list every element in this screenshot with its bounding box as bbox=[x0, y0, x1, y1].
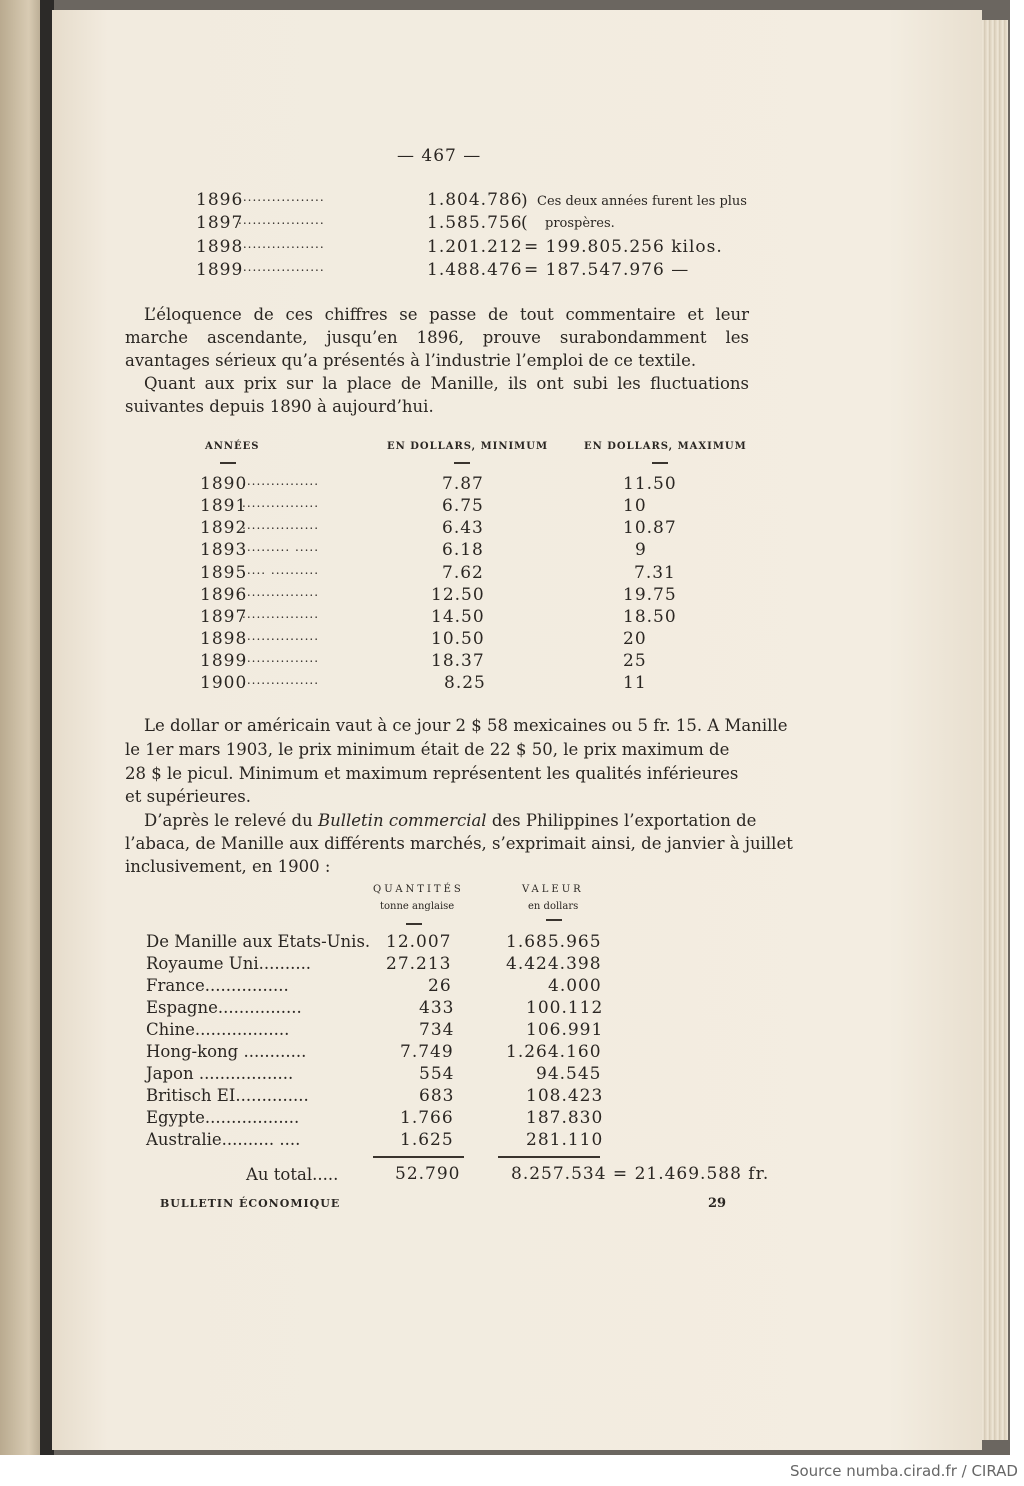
production-value: 1.201.212 bbox=[427, 237, 523, 257]
export-quantity: 1.766 bbox=[400, 1108, 454, 1128]
production-value: 1.804.786 bbox=[427, 190, 523, 210]
price-min: 12.50 bbox=[431, 585, 485, 605]
leader-dots: .................. bbox=[238, 213, 325, 227]
price-max: 10 bbox=[623, 496, 647, 516]
production-note: prospères. bbox=[545, 216, 615, 231]
paragraph-line: et supérieures. bbox=[125, 787, 251, 806]
price-max: 7.31 bbox=[634, 563, 676, 583]
brace-close: ( bbox=[521, 213, 529, 233]
header-dash bbox=[406, 923, 422, 925]
export-quantity: 27.213 bbox=[386, 954, 452, 974]
leader-dots: .................. bbox=[238, 237, 325, 251]
export-quantity: 433 bbox=[419, 998, 455, 1018]
price-min: 8.25 bbox=[444, 673, 486, 693]
price-min: 14.50 bbox=[431, 607, 485, 627]
header-dash bbox=[454, 462, 470, 464]
column-header-value: VALEUR bbox=[522, 884, 584, 895]
price-year: 1892 bbox=[200, 518, 248, 538]
total-rule bbox=[373, 1156, 464, 1158]
leader-dots: ................ bbox=[242, 585, 320, 599]
export-value: 4.424.398 bbox=[506, 954, 602, 974]
price-year: 1898 bbox=[200, 629, 248, 649]
leader-dots: ................ bbox=[242, 496, 320, 510]
leader-dots: .................. bbox=[238, 260, 325, 274]
column-subheader-quantities: tonne anglaise bbox=[380, 901, 455, 912]
leader-dots: ................ bbox=[242, 474, 320, 488]
export-value: 94.545 bbox=[536, 1064, 602, 1084]
production-value: 1.488.476 bbox=[427, 260, 523, 280]
price-max: 25 bbox=[623, 651, 647, 671]
total-value: 8.257.534 = 21.469.588 fr. bbox=[511, 1164, 770, 1184]
export-destination: Hong-kong ............ bbox=[146, 1042, 307, 1061]
price-max: 10.87 bbox=[623, 518, 677, 538]
export-destination: Japon .................. bbox=[146, 1064, 294, 1083]
price-min: 18.37 bbox=[431, 651, 485, 671]
total-label: Au total..... bbox=[246, 1165, 339, 1184]
column-header-quantities: QUANTITÉS bbox=[373, 884, 464, 895]
price-max: 20 bbox=[623, 629, 647, 649]
production-value: 1.585.756 bbox=[427, 213, 523, 233]
price-max: 11 bbox=[623, 673, 647, 693]
paragraph-prices-intro: Quant aux prix sur la place de Manille, ils ont subi les fluctuations suivantes depuis 1890 à aujourd’hui. bbox=[125, 374, 749, 416]
column-header-maximum: EN DOLLARS, MAXIMUM bbox=[584, 441, 747, 452]
paragraph-line: Le dollar or américain vaut à ce jour 2 $ 58 mexicaines ou 5 fr. 15. A Manille bbox=[144, 716, 788, 735]
export-quantity: 734 bbox=[419, 1020, 455, 1040]
footer-sheet-number: 29 bbox=[708, 1196, 727, 1211]
export-quantity: 554 bbox=[419, 1064, 455, 1084]
price-year: 1890 bbox=[200, 474, 248, 494]
price-max: 9 bbox=[635, 540, 647, 560]
brace-open: ) bbox=[521, 191, 529, 211]
leader-dots: ................ bbox=[242, 673, 320, 687]
price-min: 7.62 bbox=[442, 563, 484, 583]
header-dash bbox=[546, 919, 562, 921]
export-value: 108.423 bbox=[526, 1086, 604, 1106]
export-destination: Chine.................. bbox=[146, 1020, 290, 1039]
production-note: Ces deux années furent les plus bbox=[537, 194, 747, 209]
export-quantity: 7.749 bbox=[400, 1042, 454, 1062]
paragraph-eloquence: L’éloquence de ces chiffres se passe de tout commentaire et leur marche ascendante, jusqu’en 1896, prouve surabondamment les avantages sérieux qu’a présentés à l’industrie l’emploi de ce textile. bbox=[125, 305, 749, 370]
column-header-minimum: EN DOLLARS, MINIMUM bbox=[387, 441, 549, 452]
price-year: 1899 bbox=[200, 651, 248, 671]
price-max: 11.50 bbox=[623, 474, 677, 494]
leader-dots: ................ bbox=[242, 629, 320, 643]
price-min: 6.75 bbox=[442, 496, 484, 516]
production-year: 1898 bbox=[196, 237, 244, 257]
export-quantity: 26 bbox=[428, 976, 452, 996]
column-subheader-value: en dollars bbox=[528, 901, 579, 912]
paragraph-line: l’abaca, de Manille aux différents marchés, s’exprimait ainsi, de janvier à juillet bbox=[125, 834, 793, 853]
leader-dots: .......... ..... bbox=[242, 540, 320, 554]
export-destination: Royaume Uni.......... bbox=[146, 954, 312, 973]
source-credit: Source numba.cirad.fr / CIRAD bbox=[789, 1462, 1018, 1480]
price-min: 6.18 bbox=[442, 540, 484, 560]
export-value: 106.991 bbox=[526, 1020, 604, 1040]
export-value: 1.264.160 bbox=[506, 1042, 602, 1062]
price-max: 18.50 bbox=[623, 607, 677, 627]
production-year: 1896 bbox=[196, 190, 244, 210]
export-destination: Egypte.................. bbox=[146, 1108, 300, 1127]
price-year: 1897 bbox=[200, 607, 248, 627]
leader-dots: ................ bbox=[242, 607, 320, 621]
production-equivalent: = 199.805.256 kilos. bbox=[524, 237, 723, 257]
paragraph-line bbox=[144, 811, 756, 830]
production-year: 1899 bbox=[196, 260, 244, 280]
header-dash bbox=[652, 462, 668, 464]
column-header-years: ANNÉES bbox=[205, 441, 260, 452]
price-min: 7.87 bbox=[442, 474, 484, 494]
paragraph-text: des Philippines l’exportation de bbox=[486, 811, 757, 830]
leader-dots: .................. bbox=[238, 190, 325, 204]
bulletin-title: Bulletin commercial bbox=[317, 811, 487, 830]
price-year: 1893 bbox=[200, 540, 248, 560]
paragraph-line: inclusivement, en 1900 : bbox=[125, 857, 331, 876]
page-number: — 467 — bbox=[397, 146, 482, 166]
export-quantity: 1.625 bbox=[400, 1130, 454, 1150]
price-year: 1900 bbox=[200, 673, 248, 693]
price-year: 1896 bbox=[200, 585, 248, 605]
export-destination: Britisch EI.............. bbox=[146, 1086, 309, 1105]
export-destination: Espagne................ bbox=[146, 998, 302, 1017]
total-quantity: 52.790 bbox=[395, 1164, 461, 1184]
paragraph-line: le 1er mars 1903, le prix minimum était de 22 $ 50, le prix maximum de bbox=[125, 740, 730, 759]
price-year: 1895 bbox=[200, 563, 248, 583]
leader-dots: ................ bbox=[242, 651, 320, 665]
export-destination: Australie.......... .... bbox=[146, 1130, 301, 1149]
export-value: 100.112 bbox=[526, 998, 604, 1018]
export-quantity: 12.007 bbox=[386, 932, 452, 952]
footer-bulletin-title: BULLETIN ÉCONOMIQUE bbox=[160, 1197, 341, 1210]
export-value: 281.110 bbox=[526, 1130, 604, 1150]
export-destination: De Manille aux Etats-Unis. bbox=[146, 932, 371, 951]
price-year: 1891 bbox=[200, 496, 248, 516]
price-max: 19.75 bbox=[623, 585, 677, 605]
paragraph-text: D’après le relevé du bbox=[144, 811, 318, 830]
production-equivalent: = 187.547.976 — bbox=[524, 260, 690, 280]
export-value: 4.000 bbox=[548, 976, 602, 996]
price-min: 10.50 bbox=[431, 629, 485, 649]
export-value: 1.685.965 bbox=[506, 932, 602, 952]
production-year: 1897 bbox=[196, 213, 244, 233]
export-quantity: 683 bbox=[419, 1086, 455, 1106]
total-rule bbox=[498, 1156, 600, 1158]
price-min: 6.43 bbox=[442, 518, 484, 538]
leader-dots: ..... .......... bbox=[242, 563, 320, 577]
header-dash bbox=[220, 462, 236, 464]
paragraph-line: 28 $ le picul. Minimum et maximum représentent les qualités inférieures bbox=[125, 764, 739, 783]
export-value: 187.830 bbox=[526, 1108, 604, 1128]
export-destination: France................ bbox=[146, 976, 289, 995]
leader-dots: ................ bbox=[242, 518, 320, 532]
